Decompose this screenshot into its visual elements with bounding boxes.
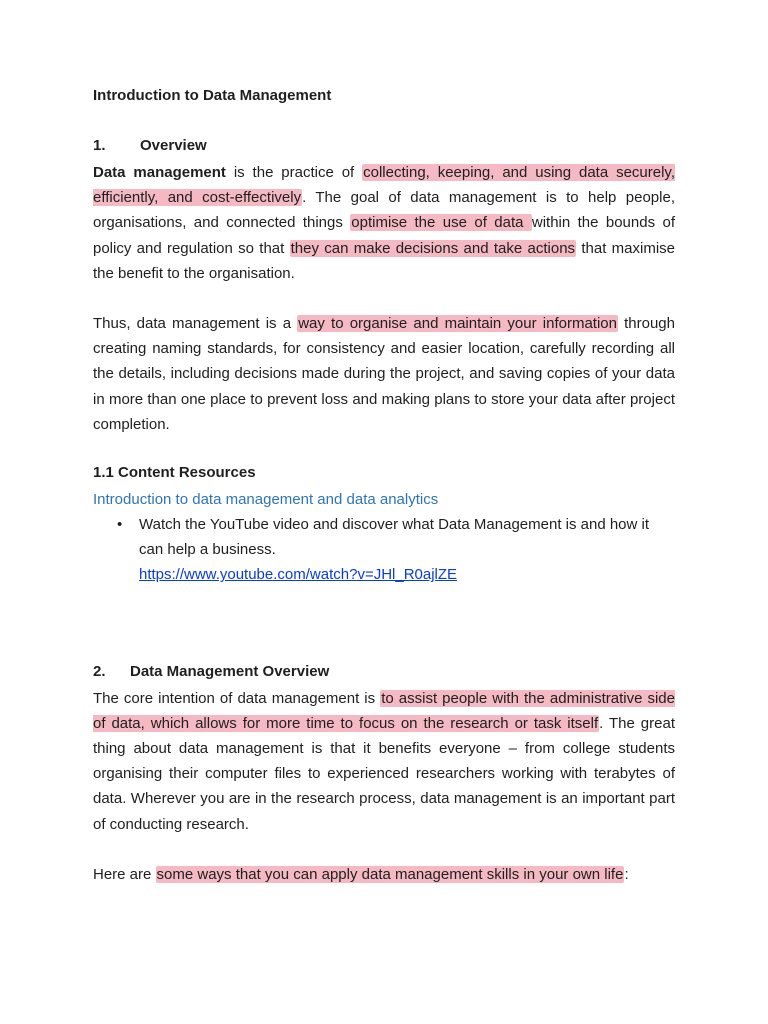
bullet-icon: • [117, 516, 123, 534]
text-run: The core intention of data management is [93, 689, 381, 707]
overview-paragraph-2 [93, 311, 675, 437]
section-2 [93, 661, 675, 887]
section-1-number: 1. [93, 137, 106, 154]
content-resources-heading: 1.1 Content Resources [93, 464, 256, 482]
highlight-collecting: collecting, keeping, and using data securely, efficiently, and cost-effectively [93, 164, 675, 207]
text-run: Thus, data management is a [93, 315, 298, 333]
overview-paragraph-1 [93, 160, 675, 286]
youtube-link[interactable]: https://www.youtube.com/watch?v=JHl_R0ajlZE [139, 566, 458, 584]
text-run: Here are [93, 865, 156, 883]
text-run: . The great thing about data management is that it benefits everyone – from college students organising their computer files to experienced researchers working with terabytes of data. Wherever you are in the research process, data management is an important part of conducting research. [93, 714, 675, 833]
text-run: is the practice of [225, 164, 363, 181]
paragraph-spacer [93, 286, 675, 311]
section-1-title: Overview [140, 137, 207, 154]
document-title: Introduction to Data Management [93, 87, 332, 104]
highlight-ways: some ways that you can apply data management skills in your own life [156, 865, 624, 883]
resource-item-text: Watch the YouTube video and discover what Data Management is and how it can help a business. [139, 516, 650, 559]
highlight-assist: to assist people with the administrative side of data, which allows for more time to focus on the research or task itself [93, 689, 675, 732]
paragraph-spacer [93, 837, 675, 862]
text-run: . The goal of data management is to help people, organisations, and connected things [93, 189, 675, 232]
highlight-optimise: optimise the use of data [351, 214, 531, 232]
section-2-heading [93, 661, 675, 683]
text-run: : [624, 865, 629, 883]
text-run: within the bounds of policy and regulation so that [93, 214, 675, 257]
term-data-management: Data management [93, 164, 226, 181]
highlight-organise: way to organise and maintain your information [298, 315, 617, 333]
dm-overview-paragraph-1 [93, 686, 675, 837]
section-2-number: 2. [93, 662, 106, 680]
text-run: that maximise the benefit to the organisation. [93, 239, 675, 282]
section-1-heading [93, 135, 675, 157]
highlight-decisions: they can make decisions and take actions [290, 239, 576, 257]
section-2-title: Data Management Overview [130, 662, 330, 680]
resource-title-link[interactable]: Introduction to data management and data analytics [93, 491, 439, 509]
list-item [93, 512, 675, 588]
resource-list [93, 512, 675, 588]
dm-overview-paragraph-2 [93, 862, 675, 887]
paragraph-spacer [93, 437, 675, 462]
text-run: through creating naming standards, for consistency and easier location, carefully recording all the details, including decisions made during the project, and saving copies of your data in more than one place to prevent loss and making plans to store your data after project completion. [93, 315, 675, 433]
